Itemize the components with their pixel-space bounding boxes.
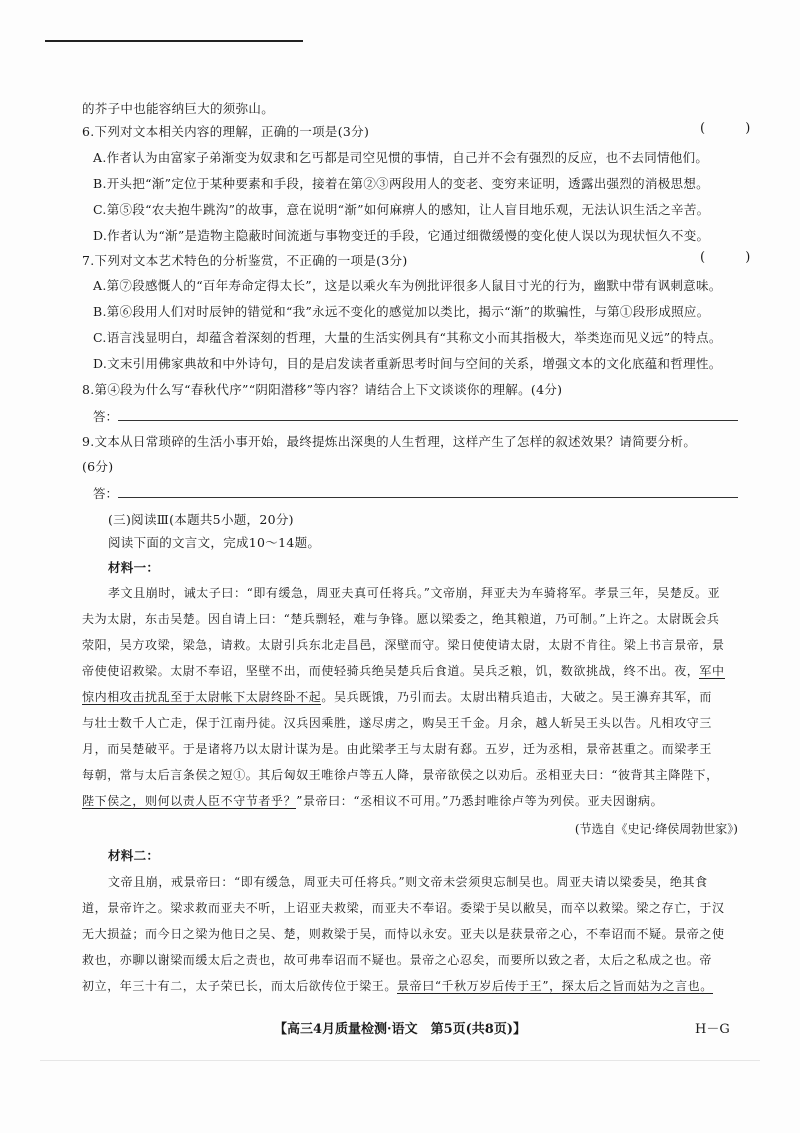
q9-answer-label: 答：: [93, 486, 119, 501]
q6-stem: 6.下列对文本相关内容的理解，正确的一项是(3分): [82, 124, 370, 139]
material2-line-5-text: 初立，年三十有二，太子荣已长，而太后欲传位于梁王。: [82, 979, 398, 993]
underlined-sentence-2: 陛下侯之，则何以责人臣不守节者乎？: [82, 794, 297, 808]
material1-line-5: [82, 688, 712, 706]
material2-line-3: 无大损益；而今日之梁为他日之吴、楚，则救梁于吴，而恃以永安。亚夫以是获景帝之心，不奉诏而不疑。景帝之使: [82, 927, 725, 941]
material2-line-5: [82, 977, 713, 995]
material1-source: (节选自《史记·绛侯周勃世家》): [574, 822, 738, 836]
material1-line-9-rest: ”景帝曰：“丞相议不可用。”乃悉封唯徐卢等为列侯。亚夫因谢病。: [296, 794, 664, 808]
q9-stem: 9.文本从日常琐碎的生活小事开始，最终提炼出深奥的人生哲理，这样产生了怎样的叙述效果？请简要分析。: [82, 434, 697, 449]
intro-text: 的芥子中也能容纳巨大的须弥山。: [82, 101, 275, 116]
q8-answer-label: 答：: [93, 409, 119, 424]
underlined-sentence-3: 景帝曰“千秋万岁后传于王”，探太后之旨而姑为之言也。: [397, 979, 713, 993]
material1-line-5-rest: 。吴兵既饿，乃引而去。太尉出精兵追击，大破之。吴王濞弃其军，而: [321, 690, 713, 704]
material2-line-1: 文帝且崩，戒景帝曰：“即有缓急，周亚夫可任将兵。”则文帝未尝须臾忘制吴也。周亚夫请以梁委吴，绝其食: [108, 875, 708, 889]
material1-line-6: 与壮士数千人亡走，保于江南丹徒。汉兵因乘胜，遂尽虏之，购吴王千金。月余，越人斩吴王头以告。凡相攻守三: [82, 716, 713, 730]
material1-line-7: 月，而吴楚破平。于是诸将乃以太尉计谋为是。由此梁孝王与太尉有郄。五岁，迁为丞相，景帝甚重之。而梁孝王: [82, 742, 713, 756]
material1-line-3: 荥阳，吴方攻梁，梁急，请救。太尉引兵东北走昌邑，深壁而守。梁日使使请太尉，太尉不肯往。梁上书言景帝，景: [82, 638, 725, 652]
q7-option-a: A.第⑦段感慨人的“百年寿命定得太长”，这是以乘火车为例批评很多人鼠目寸光的行为，幽默中带有讽刺意味。: [93, 278, 722, 293]
material1-label: 材料一：: [108, 560, 160, 575]
q7-option-b: B.第⑥段用人们对时辰钟的错觉和“我”永远不变化的感觉加以类比，揭示“渐”的欺骗性，与第①段形成照应。: [93, 304, 710, 319]
material2-line-4: 救也，亦聊以谢梁而缓太后之责也，故可弗奉诏而不疑也。景帝之心忍矣，而要所以致之者，太后之私成之也。帝: [82, 953, 713, 967]
q6-option-c: C.第⑤段“农夫抱牛跳沟”的故事，意在说明“渐”如何麻痹人的感知，让人盲目地乐观，无法认识生活之辛苦。: [93, 202, 710, 217]
page-footer: 【高三4月质量检测·语文 第5页(共8页)】: [274, 1022, 526, 1037]
bottom-border: [40, 1060, 760, 1061]
section3-instruction: 阅读下面的文言文，完成10～14题。: [108, 535, 321, 550]
material1-line-4: [82, 662, 725, 680]
underlined-sentence-start: 军中: [699, 664, 725, 678]
q8-answer-line[interactable]: [118, 420, 738, 421]
underlined-sentence: 惊内相攻击扰乱至于太尉帐下太尉终卧不起: [82, 690, 322, 704]
paper-code: H－G: [695, 1022, 730, 1037]
material1-line-2: 夫为太尉，东击吴楚。因自请上曰：“楚兵剽轻，难与争锋。愿以梁委之，绝其粮道，乃可制。”上许之。太尉既会兵: [82, 612, 720, 626]
q6-option-d: D.作者认为“渐”是造物主隐蔽时间流逝与事物变迁的手段，它通过细微缓慢的变化使人误以为现状恒久不变。: [93, 228, 710, 243]
q9-answer-line[interactable]: [118, 497, 738, 498]
material2-label: 材料二：: [108, 848, 160, 863]
q9-score: (6分): [82, 459, 114, 474]
q7-option-c: C.语言浅显明白，却蕴含着深刻的哲理，大量的生活实例具有“其称文小而其指极大，举类迩而见义远”的特点。: [93, 330, 722, 345]
q6-answer-paren[interactable]: ( ): [700, 121, 769, 136]
material1-line-1: 孝文且崩时，诫太子曰：“即有缓急，周亚夫真可任将兵。”文帝崩，拜亚夫为车骑将军。孝景三年，吴楚反。亚: [108, 586, 721, 600]
q6-option-a: A.作者认为由富家子弟渐变为奴隶和乞丐都是司空见惯的事情，自己并不会有强烈的反应，也不去同情他们。: [93, 150, 709, 165]
q6-option-b: B.开头把“渐”定位于某种要素和手段，接着在第②③两段用人的变老、变穷来证明，透露出强烈的消极思想。: [93, 176, 709, 191]
q7-answer-paren[interactable]: ( ): [700, 250, 769, 265]
q7-option-d: D.文末引用佛家典故和中外诗句，目的是启发读者重新思考时间与空间的关系，增强文本的文化底蕴和哲理性。: [93, 356, 722, 371]
section3-title: (三)阅读Ⅲ(本题共5小题，20分): [108, 512, 294, 527]
material2-line-2: 道，景帝许之。梁求救而亚夫不听，上诏亚夫救梁，而亚夫不奉诏。委梁于吴以敝吴，而卒以救梁。梁之存亡，于汉: [82, 901, 725, 915]
material1-line-4-text: 帝使使诏救梁。太尉不奉诏，坚壁不出，而使轻骑兵绝吴楚兵后食道。吴兵乏粮，饥，数欲挑战，终不出。夜，: [82, 664, 700, 678]
top-rule: [45, 40, 303, 42]
material1-line-8: 每朝，常与太后言条侯之短①。其后匈奴王唯徐卢等五人降，景帝欲侯之以劝后。丞相亚夫曰：“彼背其主降陛下，: [82, 768, 719, 782]
q7-stem: 7.下列对文本艺术特色的分析鉴赏，不正确的一项是(3分): [82, 253, 408, 268]
material1-line-9: [82, 792, 663, 810]
q8-stem: 8.第④段为什么写“春秋代序”“阴阳潜移”等内容？请结合上下文谈谈你的理解。(4分): [82, 382, 563, 397]
